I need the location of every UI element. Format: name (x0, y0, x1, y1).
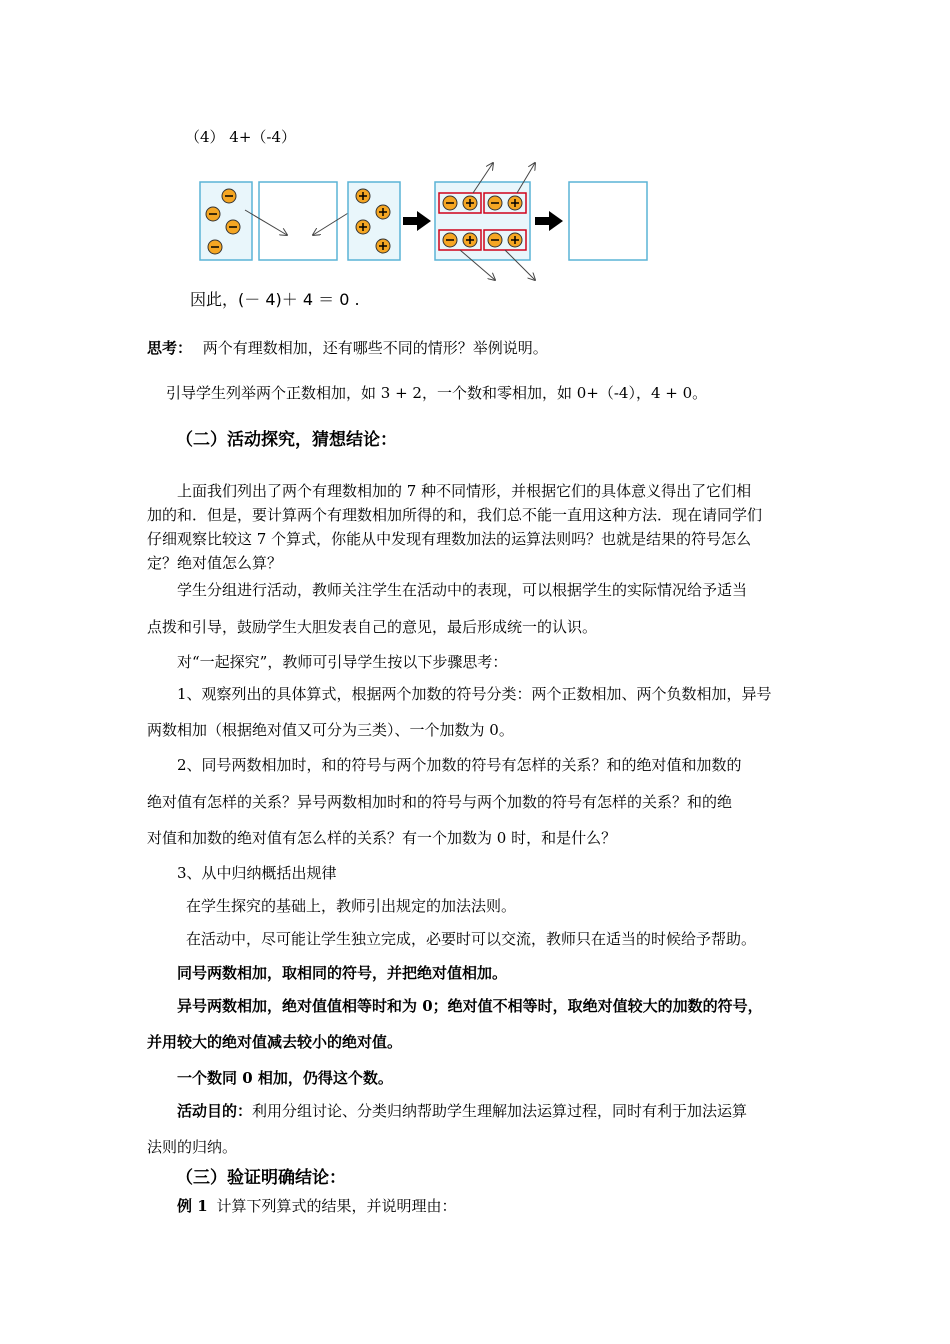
p1-line: 加的和．但是，要计算两个有理数相加所得的和，我们总不能一直用这种方法．现在请同学们 (147, 506, 763, 524)
purpose-label: 活动目的： (177, 1102, 253, 1120)
negative-chip (208, 240, 222, 254)
rule-zero: 一个数同 0 相加，仍得这个数。 (177, 1069, 393, 1087)
rule-same-sign: 同号两数相加，取相同的符号，并把绝对值相加。 (177, 964, 508, 982)
purpose-text: 利用分组讨论、分类归纳帮助学生理解加法运算过程，同时有利于加法运算 (252, 1102, 748, 1120)
p4: 在学生探究的基础上，教师引出规定的加法法则。 (186, 897, 517, 915)
example-4-label: （4） 4+（-4） (185, 128, 297, 146)
step1-line: 1、观察列出的具体算式，根据两个加数的符号分类：两个正数相加、两个负数相加，异号 (177, 685, 772, 703)
think-line (147, 338, 548, 358)
rule-diff-sign: 并用较大的绝对值减去较小的绝对值。 (147, 1033, 403, 1051)
example-4-caption: 因此，(－ 4)＋ 4 ＝ 0 . (190, 290, 360, 309)
negative-chip (206, 207, 220, 221)
think-label: 思考： (147, 339, 193, 357)
rule-diff-sign: 异号两数相加，绝对值值相等时和为 0；绝对值不相等时，取绝对值较大的加数的符号， (177, 997, 763, 1015)
result-box (569, 182, 647, 260)
positive-chip (376, 205, 390, 219)
step3: 3、从中归纳概括出规律 (177, 864, 337, 882)
p5: 在活动中，尽可能让学生独立完成，必要时可以交流，教师只在适当的时候给予帮助。 (186, 930, 757, 948)
section2-title: （二）活动探究，猜想结论： (176, 430, 397, 450)
think-question: 两个有理数相加，还有哪些不同的情形？举例说明。 (202, 339, 548, 357)
negative-chip (222, 189, 236, 203)
p1-line: 上面我们列出了两个有理数相加的 7 种不同情形，并根据它们的具体意义得出了它们相 (177, 482, 752, 500)
example-1-label: 例 1 (177, 1197, 208, 1215)
right-arrow-icon (535, 211, 563, 231)
p2-line: 学生分组进行活动，教师关注学生在活动中的表现，可以根据学生的实际情况给予适当 (177, 581, 748, 599)
p2-line: 点拨和引导，鼓励学生大胆发表自己的意见，最后形成统一的认识。 (147, 618, 598, 636)
think-guide: 引导学生列举两个正数相加，如 3 + 2，一个数和零相加，如 0+（-4），4 + 0。 (166, 384, 708, 402)
p3: 对“一起探究”，教师可引导学生按以下步骤思考： (177, 653, 508, 671)
negative-chip (226, 220, 240, 234)
step2-line: 2、同号两数相加时，和的符号与两个加数的符号有怎样的关系？和的绝对值和加数的 (177, 756, 742, 774)
step2-line: 绝对值有怎样的关系？异号两数相加时和的符号与两个加数的符号有怎样的关系？和的绝 (147, 793, 733, 811)
purpose-line (177, 1101, 747, 1121)
example-1-text: 计算下列算式的结果，并说明理由： (216, 1197, 457, 1215)
p1-line: 仔细观察比较这 7 个算式，你能从中发现有理数加法的运算法则吗？也就是结果的符号怎么 (147, 530, 752, 548)
purpose-line: 法则的归纳。 (147, 1138, 238, 1156)
positive-chip (356, 189, 370, 203)
step2-line: 对值和加数的绝对值有怎么样的关系？有一个加数为 0 时，和是什么？ (147, 829, 617, 847)
step1-line: 两数相加（根据绝对值又可分为三类）、一个加数为 0。 (147, 721, 514, 739)
positive-chip (356, 220, 370, 234)
section3-title: （三）验证明确结论： (176, 1168, 346, 1188)
p1-line: 定？绝对值怎么算？ (147, 554, 283, 572)
positive-chips-box (348, 182, 400, 260)
positive-chip (376, 239, 390, 253)
right-arrow-icon (403, 211, 431, 231)
combine-box (259, 182, 337, 260)
example-1-line (177, 1196, 456, 1216)
